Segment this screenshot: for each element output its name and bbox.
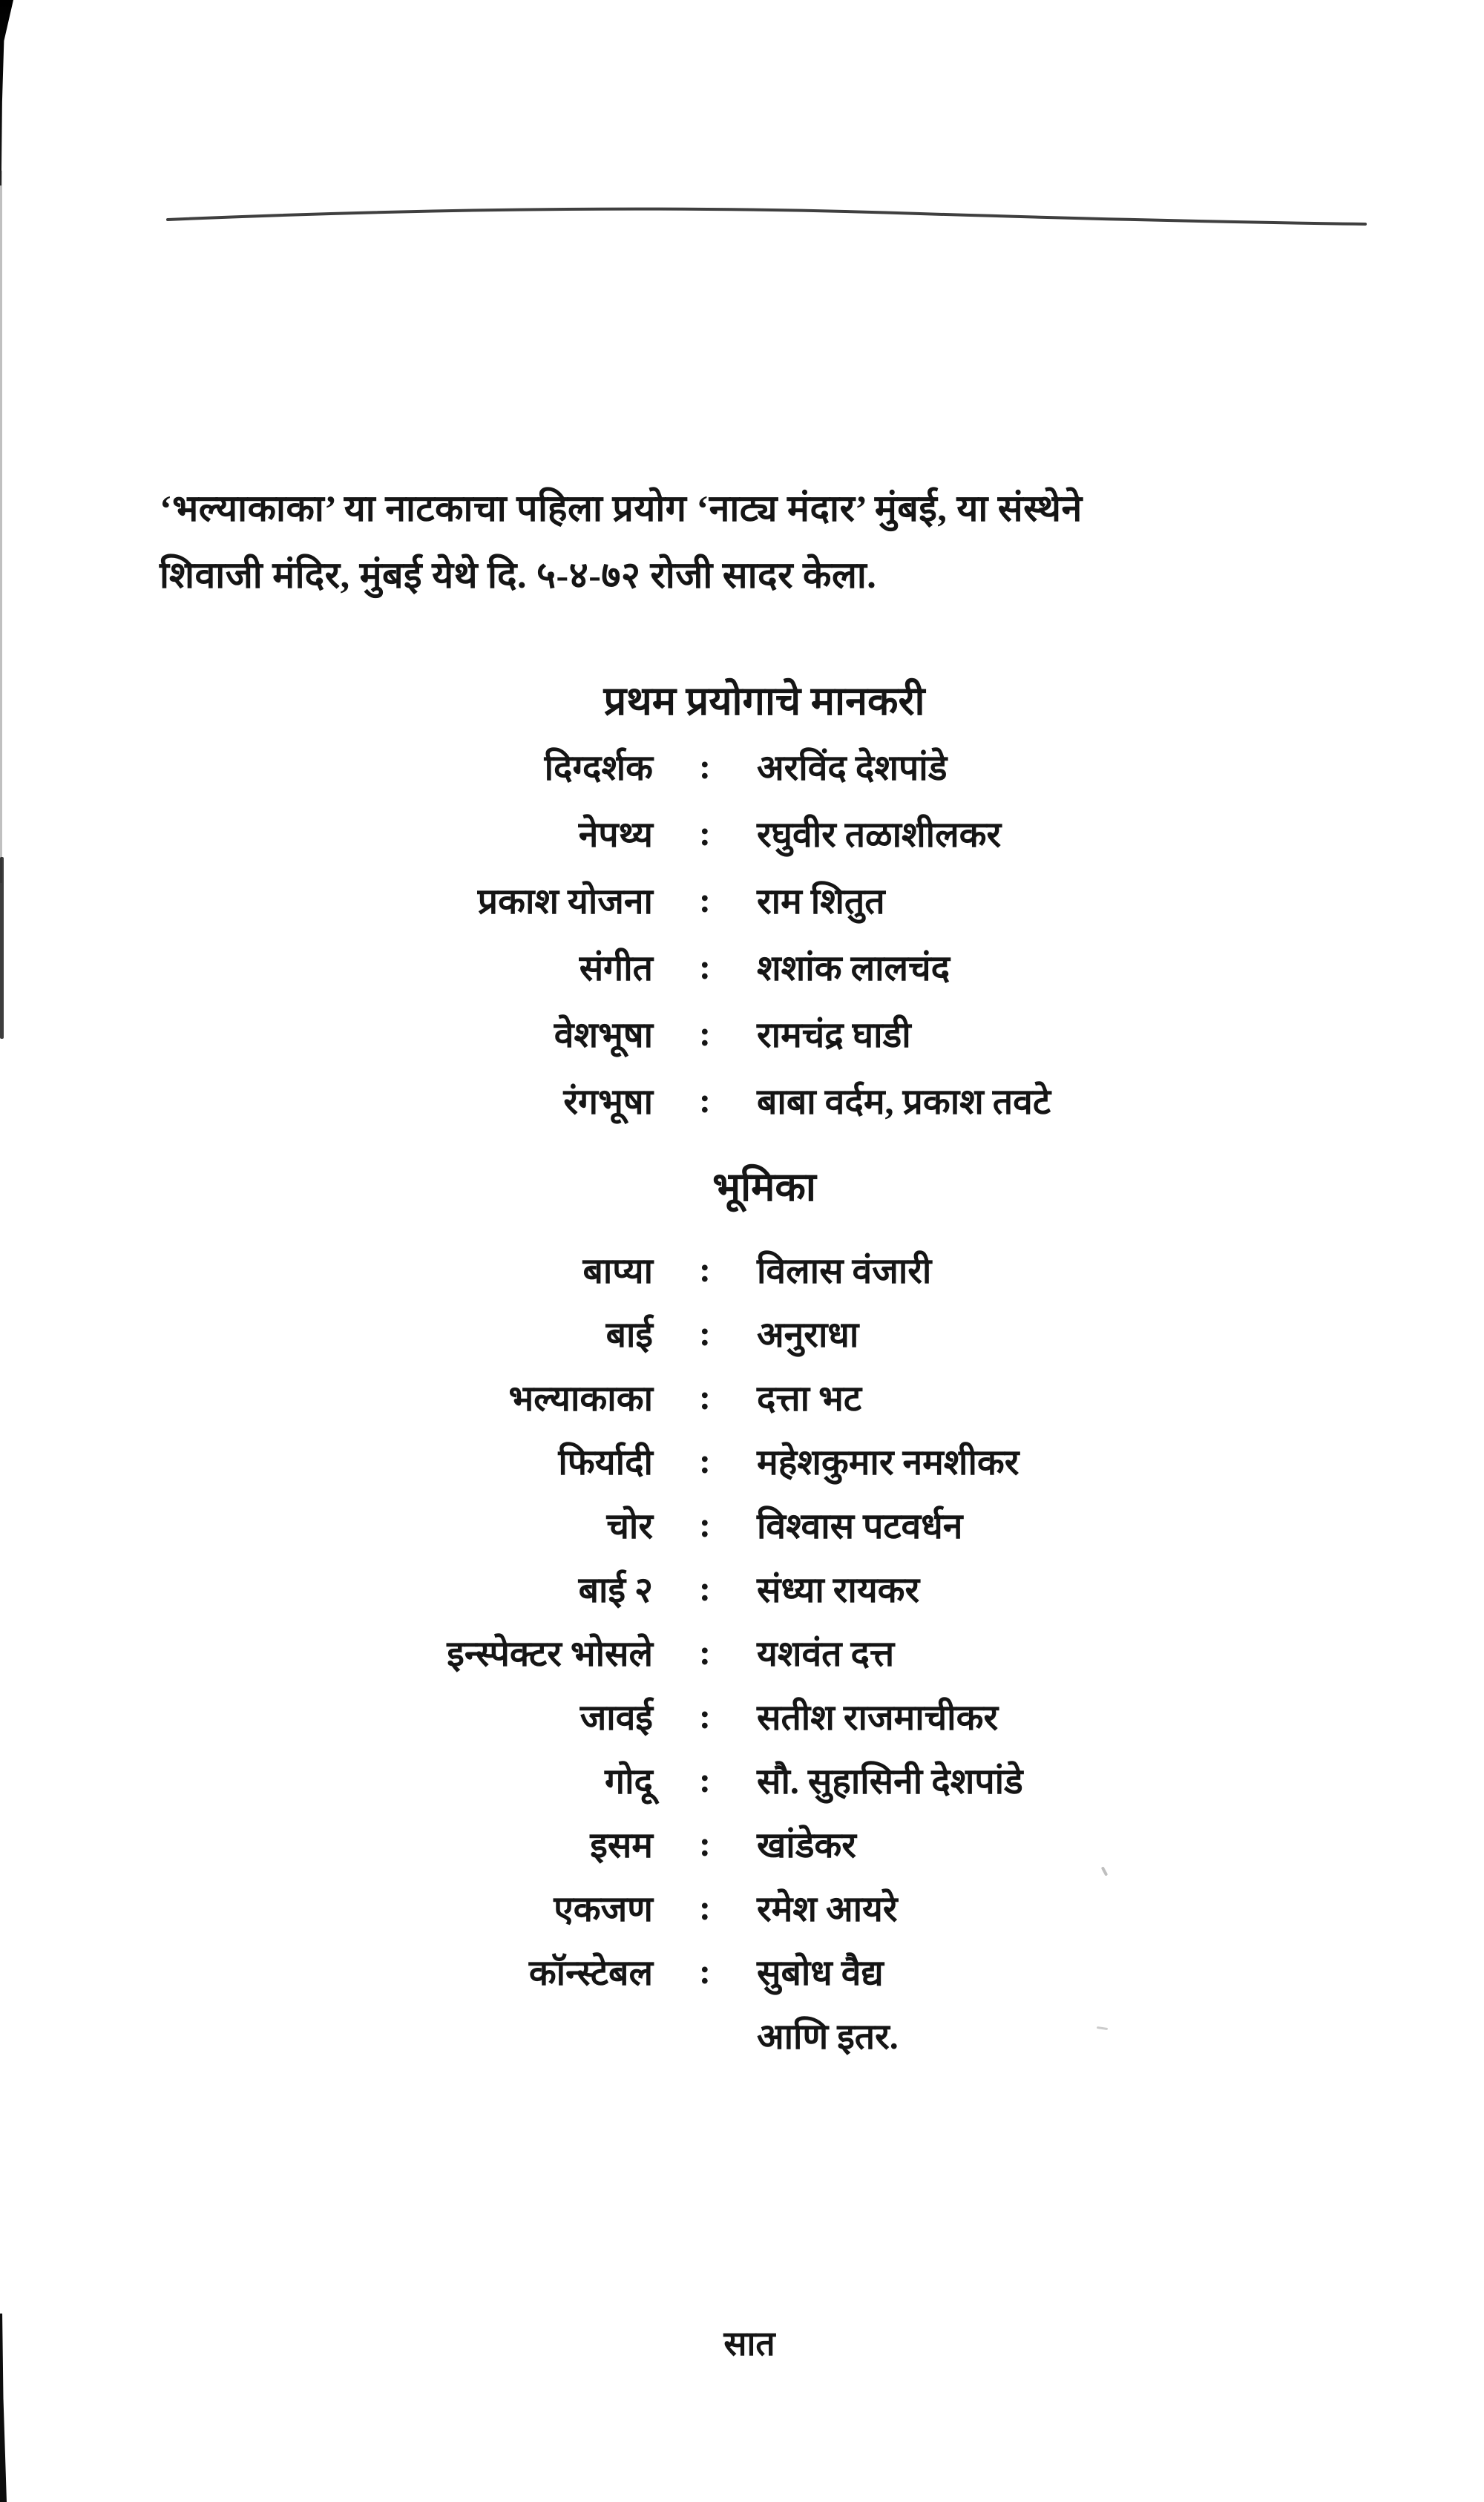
person-name: दत्ता भट xyxy=(757,1379,862,1419)
role-label: गोदू xyxy=(605,1761,653,1802)
list-item xyxy=(160,1748,1369,1812)
role-label: वेशभूषा xyxy=(554,1015,653,1055)
person-name: महेशकुमार नमशीकर xyxy=(757,1442,1020,1483)
colon-separator: : xyxy=(699,1951,711,1992)
colon-separator: : xyxy=(699,1313,711,1353)
list-item xyxy=(160,1301,1369,1365)
scan-artifact-left-line xyxy=(0,171,2,883)
colon-separator: : xyxy=(699,1250,711,1290)
colon-separator: : xyxy=(699,947,711,987)
role-label: रंगभूषा xyxy=(563,1082,653,1122)
role-label: फिर्यादी xyxy=(558,1442,653,1483)
person-name: यशवंत दत्त xyxy=(757,1634,895,1674)
colon-separator: : xyxy=(699,1441,711,1481)
list-item xyxy=(160,867,1369,933)
list-item xyxy=(160,933,1369,1000)
scan-artifact-left-mid xyxy=(0,857,4,1039)
colon-separator: : xyxy=(699,1080,711,1120)
list-item xyxy=(160,2003,1369,2067)
person-name: सुबोध वैद्य xyxy=(757,1953,884,1993)
role-label: नेपथ्य xyxy=(578,815,653,855)
list-item xyxy=(160,1812,1369,1876)
role-label: एकजण xyxy=(554,1889,653,1929)
person-name: अनुराधा xyxy=(757,1315,859,1355)
colon-separator: : xyxy=(699,1888,711,1928)
intro-paragraph xyxy=(160,475,1376,608)
list-item xyxy=(160,800,1369,867)
person-name: सौ. सुहासिनी देशपांडे xyxy=(757,1761,1023,1802)
list-item xyxy=(160,1067,1369,1134)
person-name: राम शितुत xyxy=(757,881,885,922)
person-name: रघुवीर तळाशीलकर xyxy=(757,815,1002,855)
role-label: संगीत xyxy=(579,948,653,988)
colon-separator: : xyxy=(699,1696,711,1736)
credits-list xyxy=(160,733,1369,1134)
colon-separator: : xyxy=(699,1824,711,1864)
person-name: सतीश राजमाचीकर xyxy=(757,1698,999,1738)
person-name: विलास वंजारी xyxy=(757,1251,932,1291)
scan-artifact-bottom-left xyxy=(0,2314,7,2502)
person-name: आणि इतर. xyxy=(757,2017,899,2057)
list-item xyxy=(160,1940,1369,2003)
colon-separator: : xyxy=(699,880,711,920)
person-name: रामचंद्र घाडी xyxy=(757,1015,911,1055)
list-item xyxy=(160,1557,1369,1621)
list-item xyxy=(160,1238,1369,1301)
roles-heading: भूमिका xyxy=(712,1165,816,1209)
role-label: कॉन्स्टेबल xyxy=(528,1953,653,1993)
colon-separator: : xyxy=(699,1569,711,1609)
person-name: विश्वास पटवर्धन xyxy=(757,1506,963,1546)
person-name: रमेश आयरे xyxy=(757,1889,898,1929)
role-label: दिग्दर्शक xyxy=(544,748,653,788)
role-label: इन्स्पेक्टर भोसले xyxy=(447,1634,653,1674)
colon-separator: : xyxy=(699,1760,711,1800)
colon-separator: : xyxy=(699,746,711,787)
role-label: बाई २ xyxy=(578,1570,653,1610)
person-name: खांडेकर xyxy=(757,1825,856,1865)
role-label: प्रकाश योजना xyxy=(477,881,653,922)
intro-line-1: ‘भल्याकाका’ या नाटकाचा पहिला प्रयोग ‘नाट्य मंदार’ मुंबई, या संस्थेने xyxy=(160,487,1083,529)
list-item xyxy=(160,1684,1369,1748)
list-item xyxy=(160,1000,1369,1067)
person-name: अरविंद देशपांडे xyxy=(757,748,948,788)
colon-separator: : xyxy=(699,1377,711,1417)
list-item xyxy=(160,1429,1369,1493)
colon-separator: : xyxy=(699,813,711,853)
page-number: सात xyxy=(723,2325,775,2363)
top-divider-rule xyxy=(0,0,1484,297)
role-label: बाई xyxy=(605,1315,653,1355)
colon-separator: : xyxy=(699,1505,711,1545)
roles-list xyxy=(160,1238,1369,2067)
list-item xyxy=(160,1365,1369,1429)
list-item xyxy=(160,733,1369,800)
person-name: संध्या रायकर xyxy=(757,1570,920,1610)
list-item xyxy=(160,1876,1369,1940)
list-item xyxy=(160,1621,1369,1684)
role-label: भल्याकाका xyxy=(508,1379,653,1419)
list-item xyxy=(160,1493,1369,1557)
role-label: बाप्या xyxy=(582,1251,653,1291)
colon-separator: : xyxy=(699,1014,711,1054)
scan-artifact-top-left xyxy=(0,0,13,185)
person-name: शशांक लालचंद xyxy=(757,948,951,988)
colon-separator: : xyxy=(699,1632,711,1672)
role-label: जावई xyxy=(580,1698,653,1738)
credits-heading: प्रथम प्रयोगाचे मानकरी xyxy=(603,679,925,723)
intro-line-2: शिवाजी मंदिर, मुंबई येथे दि. ५-४-७२ रोजी सादर केला. xyxy=(160,554,877,596)
role-label: इसम xyxy=(590,1825,653,1865)
role-label: चोर xyxy=(606,1506,653,1546)
person-name: बाबा वर्दम, प्रकाश तवटे xyxy=(757,1082,1051,1122)
